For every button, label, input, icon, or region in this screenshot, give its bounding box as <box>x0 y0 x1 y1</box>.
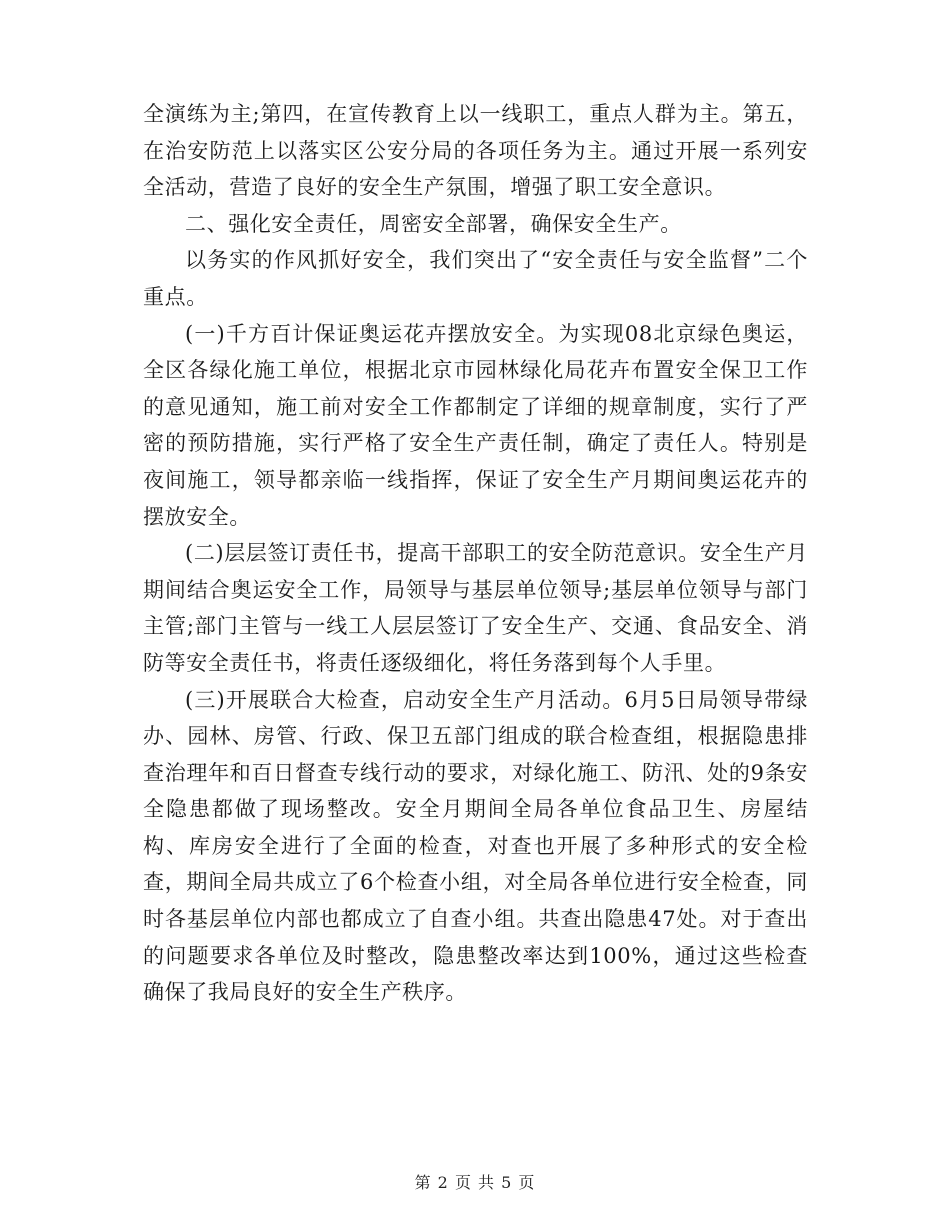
paragraph-2-heading: 二、强化安全责任，周密安全部署，确保安全生产。 <box>185 211 682 236</box>
paragraph-5: (二)层层签订责任书，提高干部职工的安全防范意识。安全生产月期间结合奥运安全工作，局领导与基层单位领导;基层单位领导与部门主管;部门主管与一线工人层层签订了安全生产、交通、食品安全、消防等安全责任书，将责任逐级细化，将任务落到每个人手里。 <box>143 541 808 675</box>
paragraph-3: 以务实的作风抓好安全，我们突出了“安全责任与安全监督”二个重点。 <box>143 248 808 309</box>
paragraph-1: 全演练为主;第四，在宣传教育上以一线职工，重点人群为主。第五，在治安防范上以落实区公安分局的各项任务为主。通过开展一系列安全活动，营造了良好的安全生产氛围，增强了职工安全意识。 <box>143 102 808 200</box>
page-number-footer: 第 2 页 共 5 页 <box>414 1173 536 1192</box>
paragraph-6: (三)开展联合大检查，启动安全生产月活动。6月5日局领导带绿办、园林、房管、行政、保卫五部门组成的联合检查组，根据隐患排查治理年和百日督查专线行动的要求，对绿化施工、防汛、处的9条安全隐患都做了现场整改。安全月期间全局各单位食品卫生、房屋结构、库房安全进行了全面的检查，对查也开展了多种形式的安全检查，期间全局共成立了6个检查小组，对全局各单位进行安全检查，同时各基层单位内部也都成立了自查小组。共查出隐患47处。对于查出的问题要求各单位及时整改，隐患整改率达到100%，通过这些检查确保了我局良好的安全生产秩序。 <box>143 687 808 1005</box>
document-body <box>143 96 808 1011</box>
paragraph-4: (一)千方百计保证奥运花卉摆放安全。为实现08北京绿色奥运，全区各绿化施工单位，根据北京市园林绿化局花卉布置安全保卫工作的意见通知，施工前对安全工作都制定了详细的规章制度，实行了严密的预防措施，实行严格了安全生产责任制，确定了责任人。特别是夜间施工，领导都亲临一线指挥，保证了安全生产月期间奥运花卉的摆放安全。 <box>143 321 808 529</box>
